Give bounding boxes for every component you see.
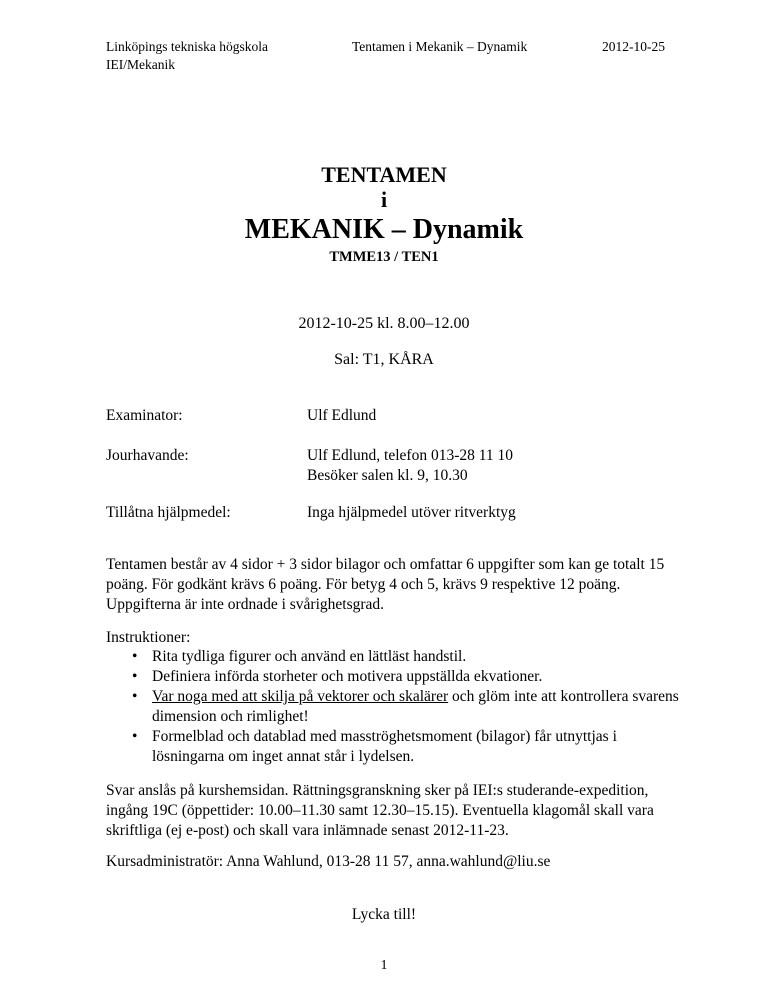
header-institution bbox=[106, 38, 268, 74]
results-paragraph: Svar anslås på kurshemsidan. Rättningsgranskning sker på IEI:s studerande-expedition, ingång 19C (öppettider: 10.00–11.30 samt 12.30–15.15). Eventuella klagomål skall vara skriftliga (ej e-post) och skall vara inlämnade senast 2012-11-23. bbox=[106, 782, 654, 839]
course-code: TMME13 / TEN1 bbox=[329, 249, 439, 265]
header-exam-name: Tentamen i Mekanik – Dynamik bbox=[352, 39, 528, 54]
instruction-item bbox=[106, 727, 686, 767]
instruction-item bbox=[106, 667, 686, 687]
bullet-icon: • bbox=[132, 648, 138, 665]
bullet-icon: • bbox=[132, 688, 138, 705]
bullet-icon: • bbox=[132, 668, 138, 685]
instruction-text: Formelblad och datablad med masströghetsmoment (bilagor) får utnyttjas i lösningarna om inget annat står i lydelsen. bbox=[152, 728, 617, 765]
instruction-item bbox=[106, 687, 686, 727]
examiner-value: Ulf Edlund bbox=[307, 407, 377, 424]
title-i: i bbox=[380, 187, 388, 212]
instructions-list bbox=[106, 647, 686, 767]
exam-room: Sal: T1, KÅRA bbox=[334, 351, 434, 368]
instructions-heading: Instruktioner: bbox=[106, 629, 191, 646]
instruction-item bbox=[106, 647, 686, 667]
instruction-text: Definiera införda storheter och motivera uppställda ekvationer. bbox=[152, 668, 543, 685]
on-duty-visit: Besöker salen kl. 9, 10.30 bbox=[307, 467, 468, 484]
exam-datetime: 2012-10-25 kl. 8.00–12.00 bbox=[298, 315, 470, 332]
course-administrator: Kursadministratör: Anna Wahlund, 013-28 11 57, anna.wahlund@liu.se bbox=[106, 853, 551, 870]
on-duty-phone: Ulf Edlund, telefon 013-28 11 10 bbox=[307, 447, 514, 464]
on-duty-value bbox=[307, 446, 513, 486]
header-department: IEI/Mekanik bbox=[106, 57, 175, 72]
on-duty-label: Jourhavande: bbox=[106, 447, 189, 464]
closing-greeting: Lycka till! bbox=[351, 906, 417, 923]
instruction-emphasis: Var noga med att skilja på vektorer och skalärer bbox=[152, 688, 449, 705]
title-course: MEKANIK – Dynamik bbox=[244, 214, 524, 245]
instruction-text: och glöm inte att kontrollera svarens dimension och rimlighet! bbox=[152, 688, 679, 725]
instruction-text: Rita tydliga figurer och använd en lättläst handstil. bbox=[152, 648, 467, 665]
title-tentamen: TENTAMEN bbox=[321, 162, 447, 187]
allowed-aids-value: Inga hjälpmedel utöver ritverktyg bbox=[307, 504, 516, 521]
header-date: 2012-10-25 bbox=[602, 39, 665, 54]
header-university: Linköpings tekniska högskola bbox=[106, 39, 268, 54]
examiner-label: Examinator: bbox=[106, 407, 183, 424]
bullet-icon: • bbox=[132, 728, 138, 745]
page-number: 1 bbox=[380, 958, 388, 973]
allowed-aids-label: Tillåtna hjälpmedel: bbox=[106, 504, 231, 521]
exam-intro-paragraph: Tentamen består av 4 sidor + 3 sidor bilagor och omfattar 6 uppgifter som kan ge totalt 15 poäng. För godkänt krävs 6 poäng. För betyg 4 och 5, krävs 9 respektive 12 poäng. Uppgifterna är inte ordnade i svårighetsgrad. bbox=[106, 556, 665, 613]
